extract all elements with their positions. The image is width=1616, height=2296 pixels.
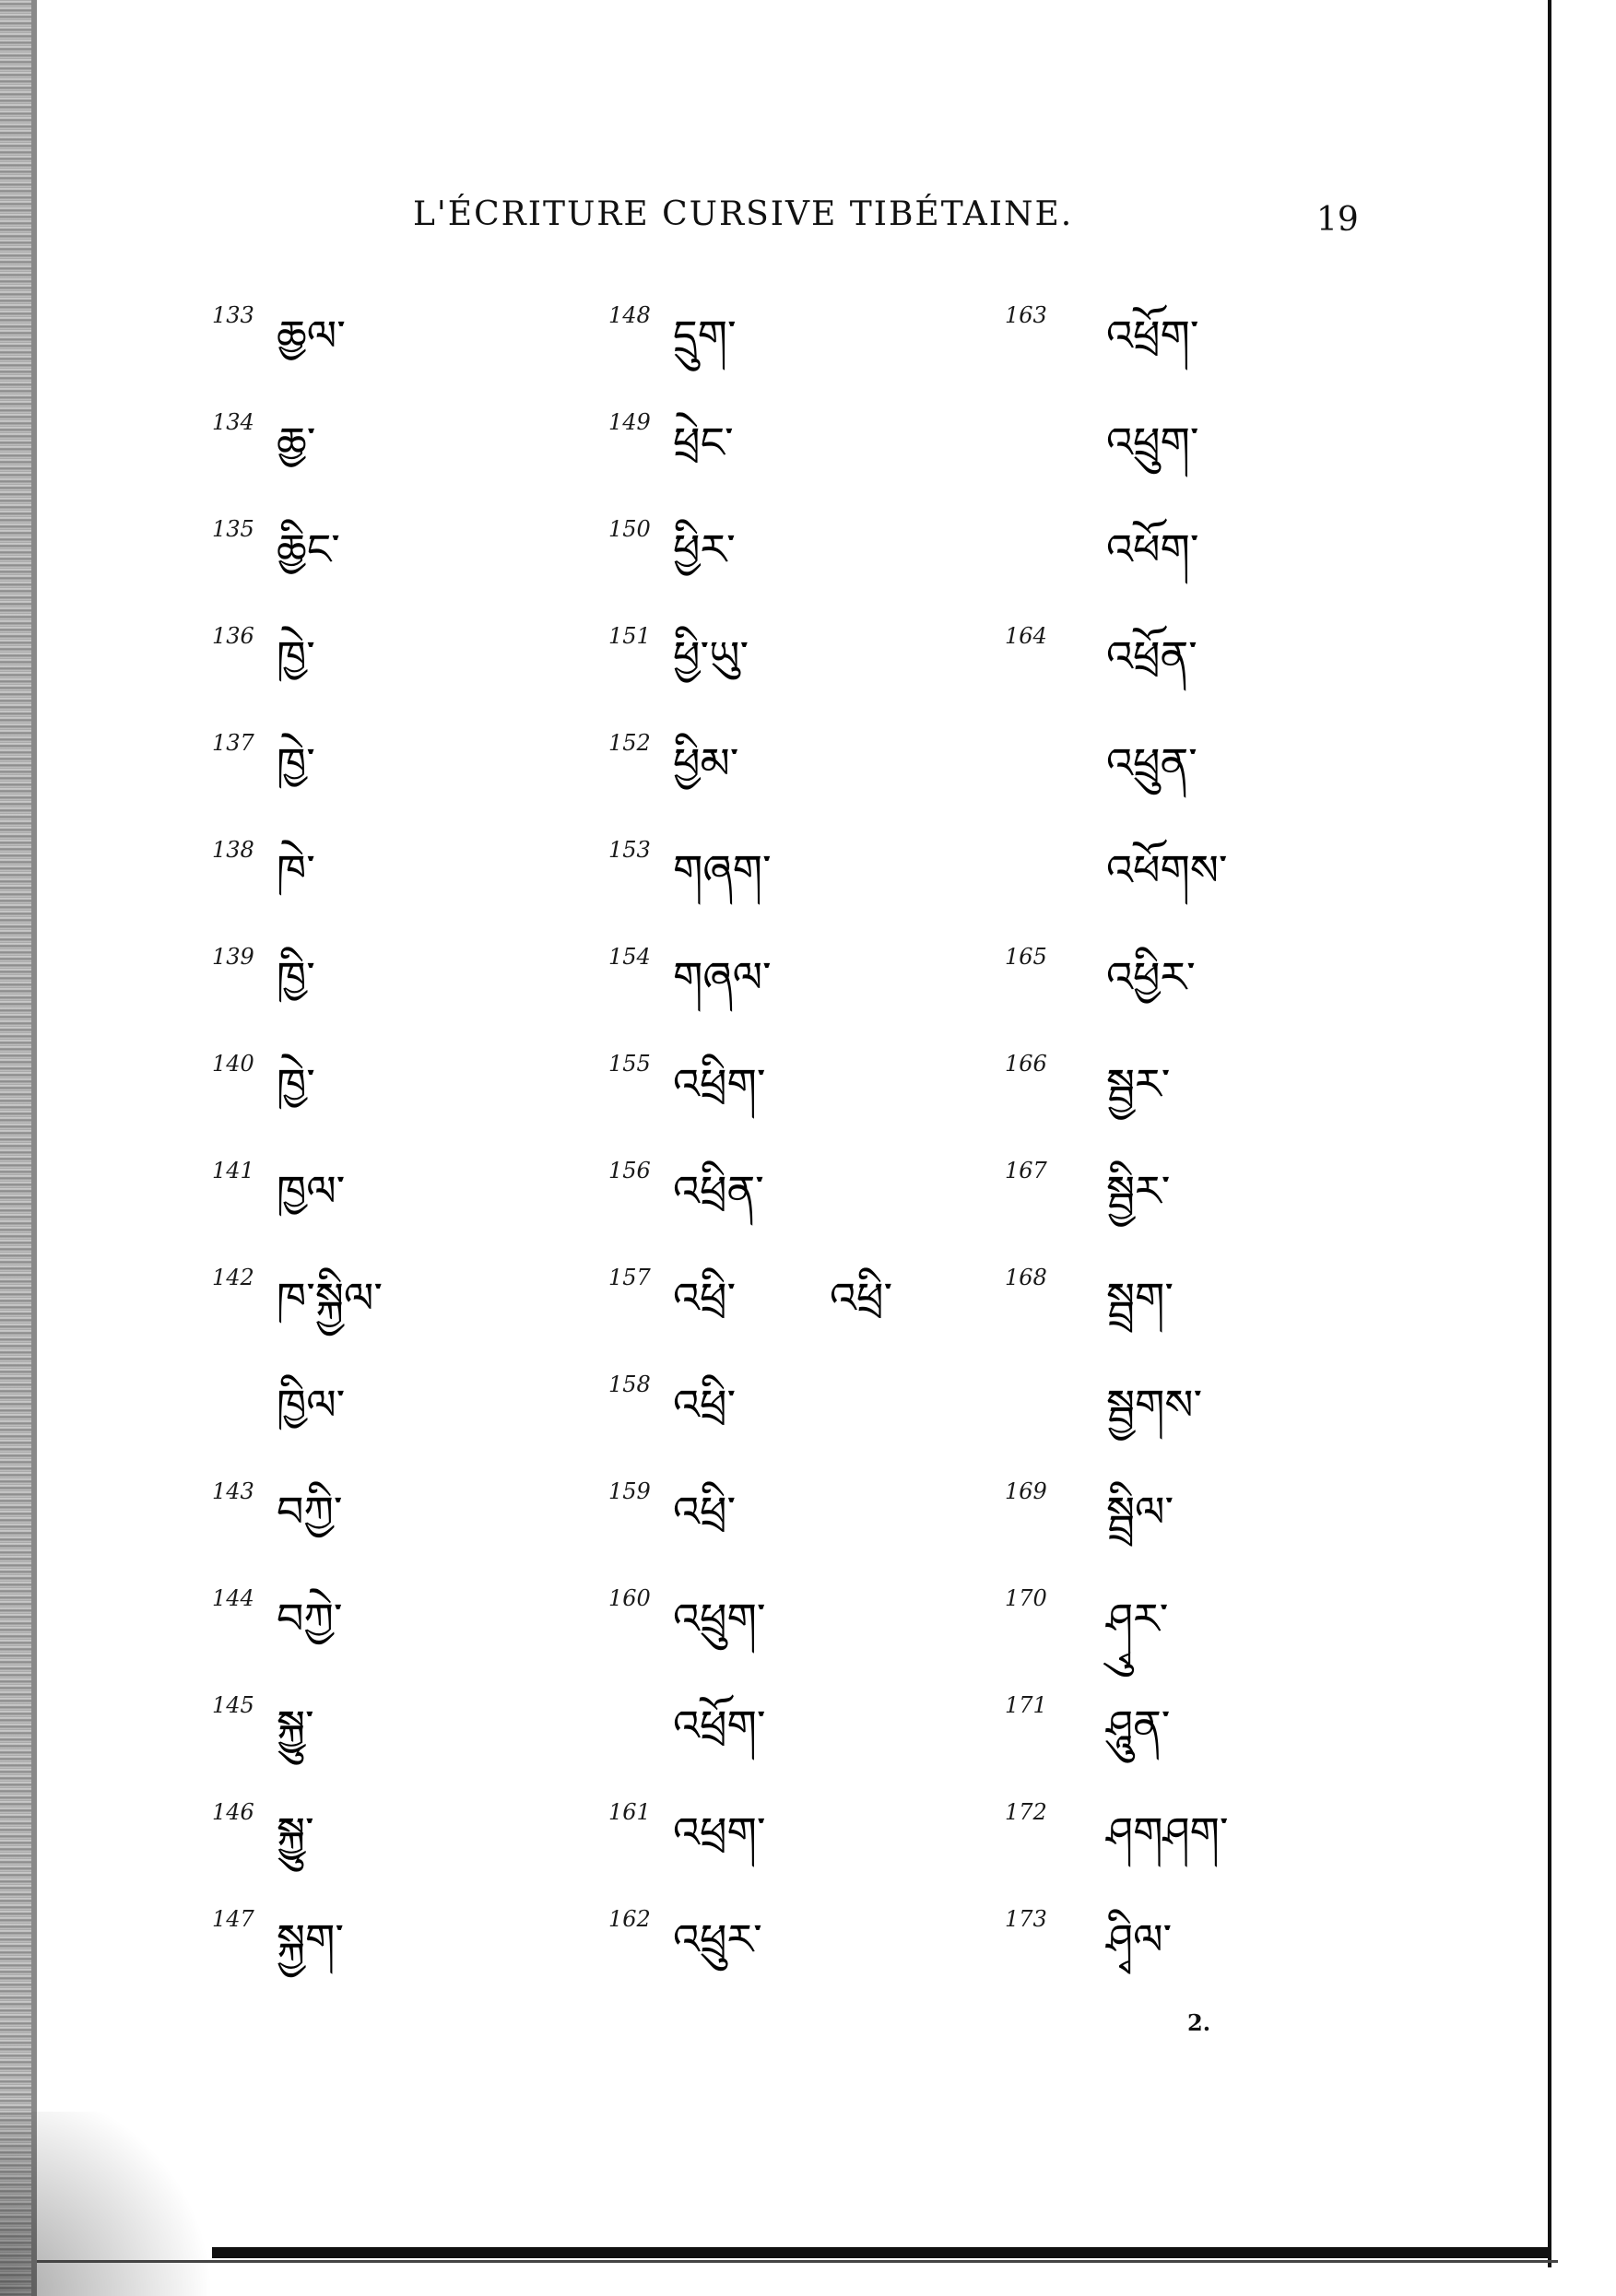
tibetan-word: ཁ་སྐྱིལ་ xyxy=(277,1273,383,1323)
list-item xyxy=(212,498,608,577)
tibetan-word: གཞག་ xyxy=(673,845,772,895)
list-item xyxy=(1005,1353,1401,1432)
list-item xyxy=(212,284,608,363)
entry-number: 153 xyxy=(608,837,651,863)
list-item xyxy=(608,925,1005,1005)
list-item xyxy=(608,498,1005,577)
entry-number: 144 xyxy=(212,1585,254,1611)
entry-number: 169 xyxy=(1005,1478,1047,1504)
tibetan-word: ཕྱི་ཡུ་ xyxy=(673,631,749,681)
entry-number: 139 xyxy=(212,944,254,970)
entry-number: 152 xyxy=(608,730,651,756)
list-item xyxy=(212,391,608,470)
entry-number: 162 xyxy=(608,1906,651,1932)
entry-number: 148 xyxy=(608,302,651,328)
list-item xyxy=(1005,925,1401,1005)
tibetan-word: ཁེ་ xyxy=(277,845,315,895)
entry-number: 151 xyxy=(608,623,651,649)
tibetan-word: སྦྱར་ xyxy=(1106,1059,1171,1109)
entry-number: 138 xyxy=(212,837,254,863)
entry-number: 147 xyxy=(212,1906,254,1932)
list-item xyxy=(608,1032,1005,1112)
tibetan-word: བཀྱེ་ xyxy=(277,1594,343,1643)
list-item xyxy=(1005,712,1401,791)
entry-number: 158 xyxy=(608,1372,651,1397)
tibetan-word: འཕྲུར་ xyxy=(673,1914,762,1964)
list-item xyxy=(1005,1674,1401,1753)
tibetan-word: འཕྲིག་ xyxy=(673,1059,766,1109)
list-item xyxy=(1005,1460,1401,1539)
entry-number: 134 xyxy=(212,409,254,435)
page-border-bottom-thin xyxy=(37,2260,1558,2263)
tibetan-word: སྐྱག་ xyxy=(277,1914,345,1964)
entry-number: 164 xyxy=(1005,623,1047,649)
tibetan-word: དྲུག་ xyxy=(673,311,737,360)
list-item xyxy=(212,1674,608,1753)
tibetan-word: འཕོགས་ xyxy=(1106,845,1228,895)
tibetan-word: ཤྭིལ་ xyxy=(1106,1914,1173,1964)
entry-number: 142 xyxy=(212,1265,254,1290)
entry-number: 156 xyxy=(608,1158,651,1183)
tibetan-word: ཁྱིལ་ xyxy=(277,1380,346,1430)
list-item xyxy=(1005,498,1401,577)
entry-number: 141 xyxy=(212,1158,254,1183)
tibetan-word: སྦྱགས་ xyxy=(1106,1380,1203,1430)
list-item xyxy=(608,284,1005,363)
tibetan-word: ཆྱིང་ xyxy=(277,524,340,574)
tibetan-word: འཕྱིར་ xyxy=(1106,952,1196,1002)
list-item xyxy=(608,391,1005,470)
entry-number: 166 xyxy=(1005,1051,1047,1077)
entry-number: 145 xyxy=(212,1692,254,1718)
tibetan-word: ཤྭུར་ xyxy=(1106,1594,1169,1643)
list-item xyxy=(608,1460,1005,1539)
tibetan-word: གཞལ་ xyxy=(673,952,772,1002)
page-border-bottom xyxy=(212,2247,1551,2258)
entry-number: 160 xyxy=(608,1585,651,1611)
list-item xyxy=(212,1888,608,1967)
list-item xyxy=(608,1246,1005,1325)
list-item xyxy=(1005,1139,1401,1219)
list-item xyxy=(608,1781,1005,1860)
scan-shadow xyxy=(0,2112,240,2296)
list-item xyxy=(608,1888,1005,1967)
tibetan-word: སྐྱུ་ xyxy=(277,1701,314,1750)
list-item xyxy=(212,925,608,1005)
list-item xyxy=(212,1246,608,1325)
tibetan-word: ཤཱུན་ xyxy=(1106,1701,1171,1750)
list-item xyxy=(212,1781,608,1860)
entry-number: 137 xyxy=(212,730,254,756)
list-item xyxy=(212,1032,608,1112)
list-item xyxy=(608,1353,1005,1432)
entry-number: 161 xyxy=(608,1799,651,1825)
tibetan-word: ཁྱལ་ xyxy=(277,1166,346,1216)
tibetan-word: སྐྱུ་ xyxy=(277,1807,314,1857)
entry-number: 172 xyxy=(1005,1799,1047,1825)
entry-number: 170 xyxy=(1005,1585,1047,1611)
list-item xyxy=(608,818,1005,898)
list-item xyxy=(608,1674,1005,1753)
binding-shadow xyxy=(31,0,37,2296)
tibetan-word: འཕྲོག་ xyxy=(673,1701,766,1750)
tibetan-word: འཕོག་ xyxy=(1106,524,1199,574)
list-item xyxy=(608,712,1005,791)
tibetan-word: སྦྲིལ་ xyxy=(1106,1487,1174,1537)
list-item xyxy=(608,1139,1005,1219)
tibetan-word: ཆྱ་ xyxy=(277,418,316,467)
entry-number: 171 xyxy=(1005,1692,1047,1718)
entry-number: 173 xyxy=(1005,1906,1047,1932)
entry-number: 150 xyxy=(608,516,651,542)
tibetan-word: འཕྲི་ xyxy=(673,1487,737,1537)
tibetan-word: ཕྱིར་ xyxy=(673,524,736,574)
list-item xyxy=(212,1567,608,1646)
list-item xyxy=(212,1460,608,1539)
list-item xyxy=(212,818,608,898)
entry-number: 155 xyxy=(608,1051,651,1077)
list-item xyxy=(1005,818,1401,898)
tibetan-word: འཕྲི་ xyxy=(673,1380,737,1430)
tibetan-word: ཁྱི་ xyxy=(277,952,315,1002)
entry-number: 135 xyxy=(212,516,254,542)
tibetan-word: འཕྲུག་ xyxy=(673,1594,766,1643)
tibetan-word: ཁྱེ་ xyxy=(277,631,315,681)
list-item xyxy=(1005,1246,1401,1325)
tibetan-word: ཤགཤག་ xyxy=(1106,1807,1229,1857)
tibetan-word: འཕྲུག་ xyxy=(1106,418,1199,467)
tibetan-word: ཕྱིམ་ xyxy=(673,738,739,788)
list-item xyxy=(1005,391,1401,470)
tibetan-word: བཀྱི་ xyxy=(277,1487,343,1537)
tibetan-word: སྦྲག་ xyxy=(1106,1273,1174,1323)
list-item xyxy=(1005,605,1401,684)
list-item xyxy=(1005,284,1401,363)
list-item xyxy=(1005,1032,1401,1112)
signature-mark: 2. xyxy=(1187,2009,1211,2036)
page-number: 19 xyxy=(1316,201,1359,239)
tibetan-word: འཕྲོན་ xyxy=(1106,631,1197,681)
list-item xyxy=(212,712,608,791)
binding-edge xyxy=(0,0,31,2296)
word-list xyxy=(212,284,1355,1989)
tibetan-word: ཁྱེ་ xyxy=(277,1059,315,1109)
tibetan-word: ཆྱལ་ xyxy=(277,311,346,360)
entry-number: 165 xyxy=(1005,944,1047,970)
entry-number: 149 xyxy=(608,409,651,435)
list-item xyxy=(608,1567,1005,1646)
entry-number: 140 xyxy=(212,1051,254,1077)
tibetan-word: འཕྲོག་ xyxy=(1106,311,1199,360)
list-item xyxy=(212,605,608,684)
tibetan-word: འཕྲི་ xyxy=(673,1273,737,1323)
entry-number: 136 xyxy=(212,623,254,649)
tibetan-word: འཕྲུན་ xyxy=(1106,738,1197,788)
list-item xyxy=(212,1353,608,1432)
list-item xyxy=(1005,1781,1401,1860)
list-item xyxy=(608,605,1005,684)
list-item xyxy=(212,1139,608,1219)
tibetan-word: འཕྲིན་ xyxy=(673,1166,764,1216)
tibetan-word: འཕྲག་ xyxy=(673,1807,766,1857)
entry-number: 168 xyxy=(1005,1265,1047,1290)
entry-number: 146 xyxy=(212,1799,254,1825)
entry-number: 159 xyxy=(608,1478,651,1504)
tibetan-word-variant: འཕྲི་ xyxy=(830,1273,893,1323)
entry-number: 154 xyxy=(608,944,651,970)
list-item xyxy=(1005,1567,1401,1646)
running-head: L'ÉCRITURE CURSIVE TIBÉTAINE. xyxy=(413,195,1074,233)
entry-number: 167 xyxy=(1005,1158,1047,1183)
entry-number: 157 xyxy=(608,1265,651,1290)
tibetan-word: སྦྱིར་ xyxy=(1106,1166,1171,1216)
tibetan-word: ཕྲེང་ xyxy=(673,418,734,467)
tibetan-word: ཁྱེ་ xyxy=(277,738,315,788)
page-border-right xyxy=(1548,0,1551,2267)
entry-number: 133 xyxy=(212,302,254,328)
list-item xyxy=(1005,1888,1401,1967)
entry-number: 143 xyxy=(212,1478,254,1504)
entry-number: 163 xyxy=(1005,302,1047,328)
